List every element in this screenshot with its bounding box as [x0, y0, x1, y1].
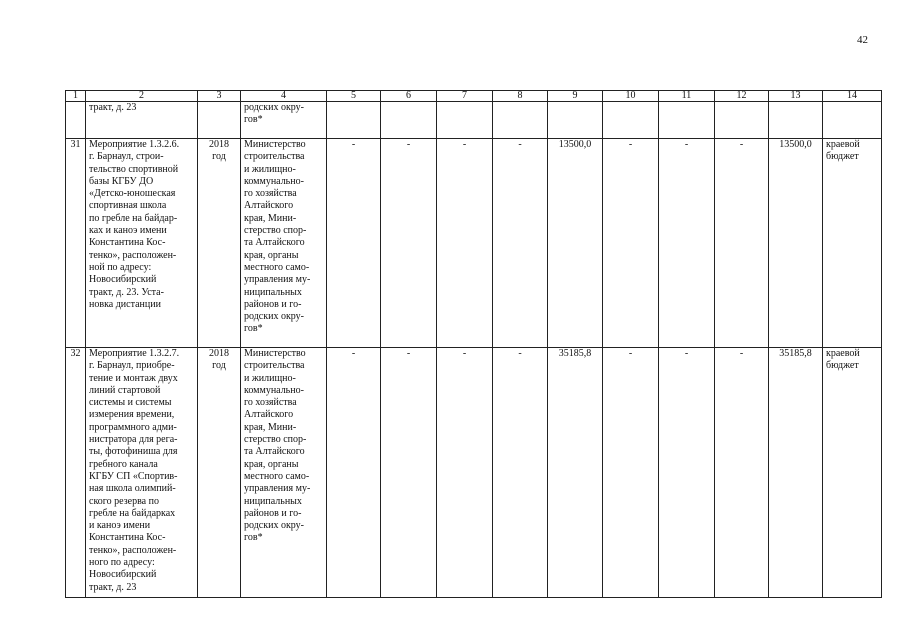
column-header: 10: [603, 91, 659, 102]
row-number: 32: [66, 348, 86, 598]
value-cell-11: -: [659, 139, 715, 348]
funding-source: краевой бюджет: [823, 348, 882, 598]
value-cell-5: -: [327, 348, 381, 598]
value-cell-8: -: [493, 139, 548, 348]
value-cell-7: -: [437, 139, 493, 348]
table-row: [66, 348, 882, 598]
value-cell-12: -: [715, 139, 769, 348]
executor-cell: Министерство строительства и жилищно- коммунально- го хозяйства Алтайского края, Мини- стерство спор- та Алтайского края, органы местного само- управления му- ниципальных районов и го- родских окру- гов*: [241, 139, 327, 348]
column-header: 1: [66, 91, 86, 102]
value-cell-8: [493, 102, 548, 139]
column-header: 8: [493, 91, 548, 102]
column-header: 2: [86, 91, 198, 102]
column-header: 7: [437, 91, 493, 102]
value-cell-5: [327, 102, 381, 139]
value-cell-6: -: [381, 139, 437, 348]
value-cell-10: [603, 102, 659, 139]
year-cell: 2018 год: [198, 348, 241, 598]
column-header: 14: [823, 91, 882, 102]
column-header: 12: [715, 91, 769, 102]
funding-source: [823, 102, 882, 139]
value-cell-11: [659, 102, 715, 139]
column-header: 13: [769, 91, 823, 102]
table-row: [66, 102, 882, 139]
year-cell: 2018 год: [198, 139, 241, 348]
value-cell-6: -: [381, 348, 437, 598]
row-number: 31: [66, 139, 86, 348]
value-cell-9: [548, 102, 603, 139]
executor-cell: Министерство строительства и жилищно- коммунально- го хозяйства Алтайского края, Мини- стерство спор- та Алтайского края, органы местного само- управления му- ниципальных районов и го- родских окру- гов*: [241, 348, 327, 598]
value-cell-9: 35185,8: [548, 348, 603, 598]
value-cell-9: 13500,0: [548, 139, 603, 348]
value-cell-7: [437, 102, 493, 139]
budget-table: [65, 90, 882, 598]
funding-source: краевой бюджет: [823, 139, 882, 348]
value-cell-13: 35185,8: [769, 348, 823, 598]
header-row: [66, 91, 882, 102]
value-cell-11: -: [659, 348, 715, 598]
year-cell: [198, 102, 241, 139]
value-cell-12: [715, 102, 769, 139]
executor-cell: родских окру- гов*: [241, 102, 327, 139]
value-cell-10: -: [603, 139, 659, 348]
column-header: 5: [327, 91, 381, 102]
value-cell-7: -: [437, 348, 493, 598]
event-description: тракт, д. 23: [86, 102, 198, 139]
column-header: 11: [659, 91, 715, 102]
column-header: 3: [198, 91, 241, 102]
value-cell-10: -: [603, 348, 659, 598]
value-cell-12: -: [715, 348, 769, 598]
event-description: Мероприятие 1.3.2.6. г. Барнаул, строи- тельство спортивной базы КГБУ ДО «Детско-юношеская спортивная школа по гребле на байдар- ках и каноэ имени Константина Кос- тенко», расположен- ной по адресу: Новосибирский тракт, д. 23. Уста- новка дистанции: [86, 139, 198, 348]
column-header: 9: [548, 91, 603, 102]
table-row: [66, 139, 882, 348]
value-cell-8: -: [493, 348, 548, 598]
column-header: 6: [381, 91, 437, 102]
event-description: Мероприятие 1.3.2.7. г. Барнаул, приобре- тение и монтаж двух линий стартовой системы и системы измерения времени, программного адми- нистратора для рега- ты, фотофиниша для гребного канала КГБУ СП «Спортив- ная школа олимпий- ского резерва по гребле на байдарках и каноэ имени Константина Кос- тенко», расположен- ного по адресу: Новосибирский тракт, д. 23: [86, 348, 198, 598]
value-cell-13: 13500,0: [769, 139, 823, 348]
value-cell-6: [381, 102, 437, 139]
row-number: [66, 102, 86, 139]
value-cell-5: -: [327, 139, 381, 348]
value-cell-13: [769, 102, 823, 139]
column-header: 4: [241, 91, 327, 102]
page-number: 42: [857, 34, 868, 46]
